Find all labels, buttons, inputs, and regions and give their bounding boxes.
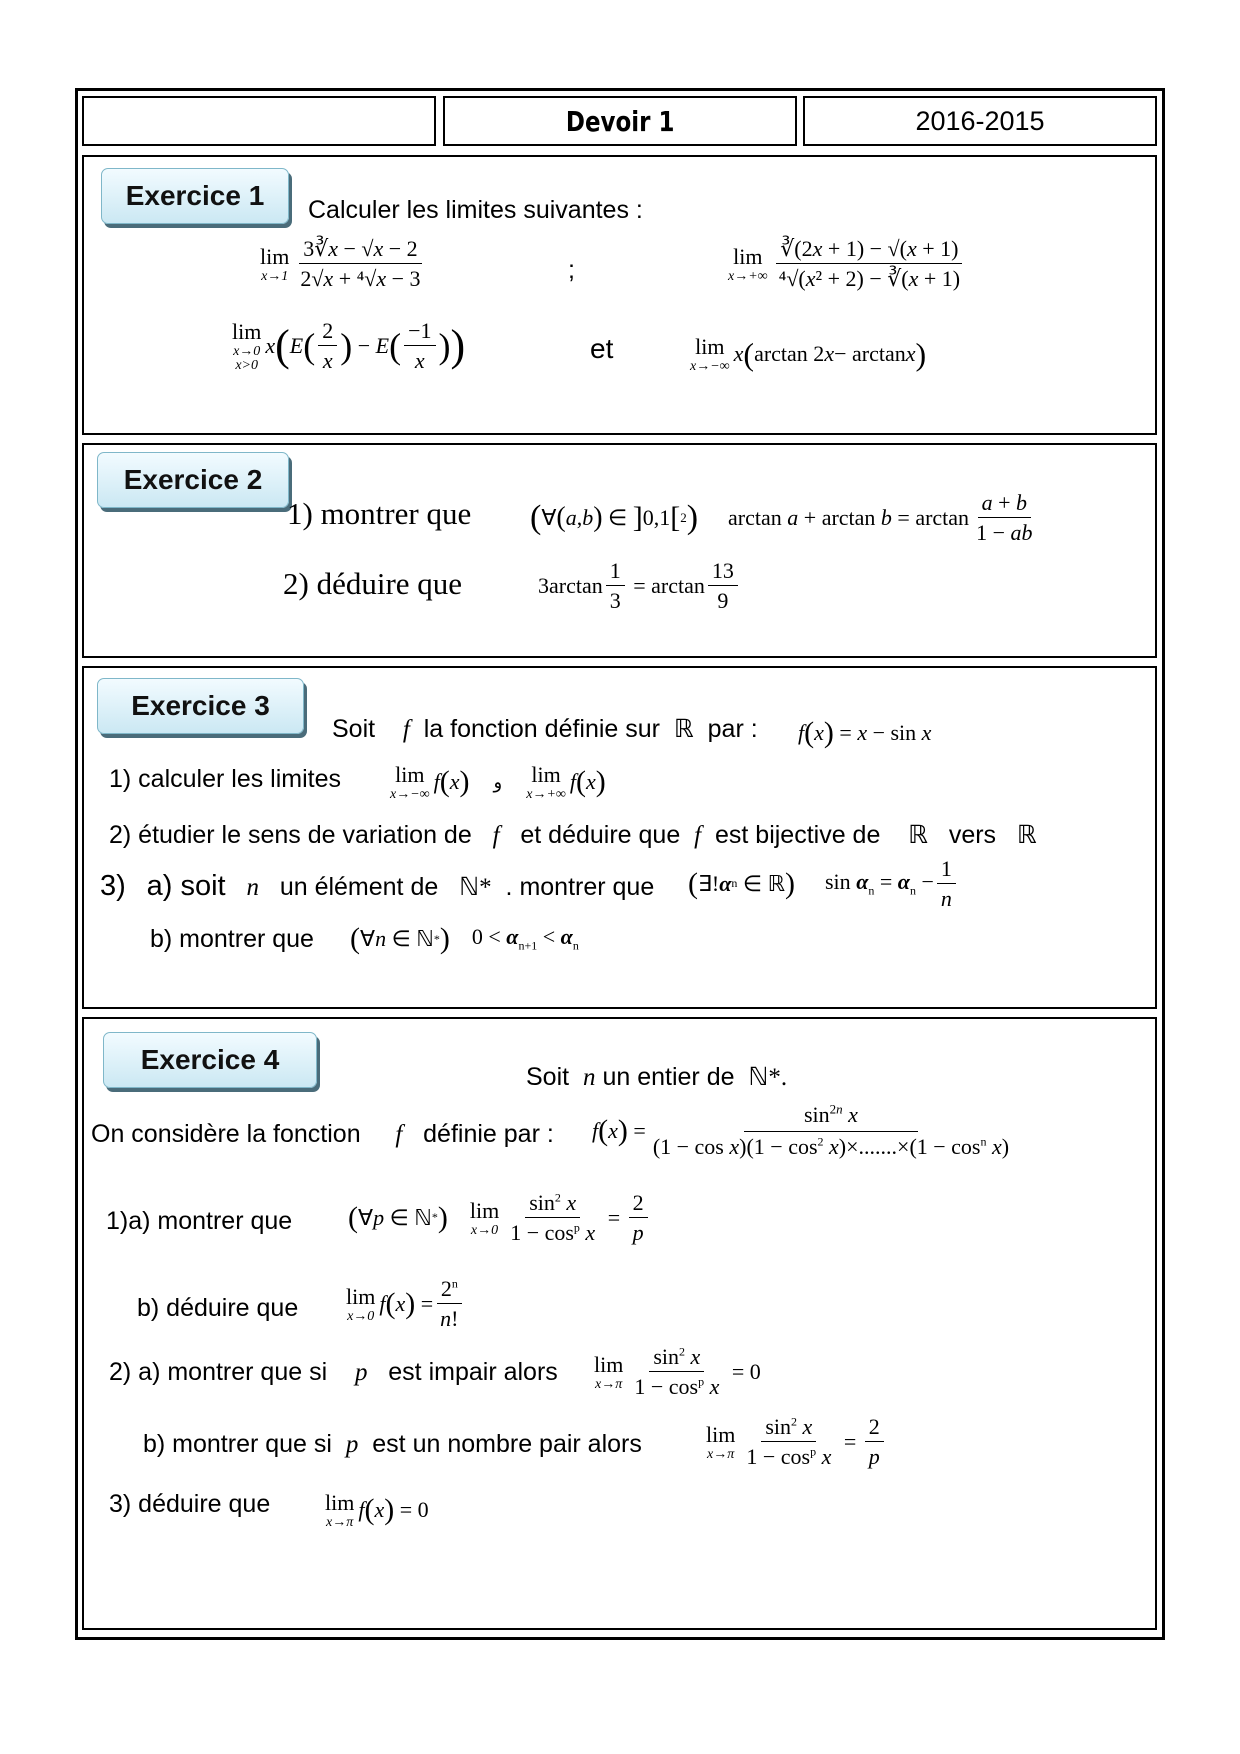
exercise-3-function: f ( x ) = x − sin x [798,716,932,749]
exercise-3-intro: Soit f la fonction définie sur ℝ par : [332,715,758,743]
exercise-4-badge: Exercice 4 [103,1032,317,1088]
exercise-3-badge: Exercice 3 [97,678,304,734]
exercise-3-q3b-math: ( ∀ n ∈ ℕ * ) $0 < \alpha_{n+1} < \alpha_n$ [350,922,579,955]
exercise-3-q1-text: 1) calculer les limites [109,765,342,793]
exercise-4-q1a-math: ( ∀ p ∈ ℕ * ) lim x→0 $\frac{\sin^2 x}{1 - \cos^p x}$ = $\frac{2}{p}$ [348,1190,651,1246]
exercise-1-badge: Exercice 1 [101,168,289,224]
exercise-3-q1-math: lim x→−∞ f ( x ) و lim x→+∞ f ( x ) [390,762,606,802]
exercise-4-q1b-math: lim x→0 f ( x ) = $\frac{2^n}{n!}$ [346,1276,465,1332]
exercise-2-q2-math: 3arctan $\frac{1}{3}$ = arctan $\frac{13}{9}$ [538,558,741,614]
header-title-cell [443,96,797,146]
exercise-4-definition: On considère la fonction f définie par : [91,1120,554,1148]
separator-semicolon: ; [568,256,575,284]
exercise-4-q2b-math: lim x→π $\frac{\sin^2 x}{1 - \cos^p x}$ = $\frac{2}{p}$ [706,1414,887,1470]
exercise-3-q2: 2) étudier le sens de variation de f et déduire que f est bijective de ℝ vers ℝ [109,821,1037,849]
exercise-3-q3b-text: b) montrer que [150,925,314,953]
limit-4: lim x→−∞ x ( arctan 2 x − arctan x ) [690,334,927,374]
exercise-2-badge: Exercice 2 [97,452,289,508]
limit-3: lim x→0 x>0 x ( E ( $\frac{2}{x}$ ) − E ( $\frac{-1}{x}$ ) ) [232,318,466,374]
header-left-cell [82,96,436,146]
exercise-4-q2b: b) montrer que si p est un nombre pair alors [143,1430,642,1458]
exercise-4-q2a: 2) a) montrer que si p est impair alors [109,1358,558,1386]
exercise-4-q2a-math: lim x→π $\frac{\sin^2 x}{1 - \cos^p x}$ = 0 [594,1344,761,1400]
exercise-3-q3a: 3) a) soit n un élément de ℕ* . montrer que [100,870,655,902]
exercise-2-q2-label: 2) déduire que [283,566,463,601]
exercise-4-q3-text: 3) déduire que [109,1490,271,1518]
exercise-4-q1b-text: b) déduire que [137,1294,299,1322]
school-year: 2016-2015 [915,105,1045,136]
header-year-cell [803,96,1157,146]
limit-2: lim x→+∞ $\frac{∛(2x + 1) - √(x + 1)}{\text{⁴√(x² + 2) − ∛(x + 1)}}$ [728,236,967,292]
limit-1: lim x→1 $\frac{3∛x - √x - 2}{\text{2√x + ⁴√x − 3}}$ [260,236,421,292]
exercise-1-instruction: Calculer les limites suivantes : [308,196,643,224]
exercise-2-q1-label: 1) montrer que [287,496,472,531]
page-title: Devoir 1 [565,104,675,138]
exercise-4-intro: Soit n un entier de ℕ*. [526,1063,788,1091]
exercise-4-q3-math: lim x→π f ( x ) = 0 [325,1490,429,1530]
exercise-4-function: f ( x ) = $\frac{\sin^{2n} x}{(1 - \cos x)(1 - \cos^2 x)\times.......\times(1 - \cos^n x)}$ [592,1101,1010,1160]
separator-et: et [590,333,614,364]
exercise-3-q3a-math: ( ∃! α n ∈ ℝ ) $\sin \alpha_n = \alpha_n$ − $\frac{1}{n}$ [688,856,959,912]
exercise-4-q1a-text: 1)a) montrer que [106,1207,293,1235]
exercise-2-q1-math: ( ∀ ( a , b ) ∈ ] 0,1 [ 2 ) arctan a + arctan b = arctan $\frac{a + b}{1 - ab}$ [530,490,1033,546]
